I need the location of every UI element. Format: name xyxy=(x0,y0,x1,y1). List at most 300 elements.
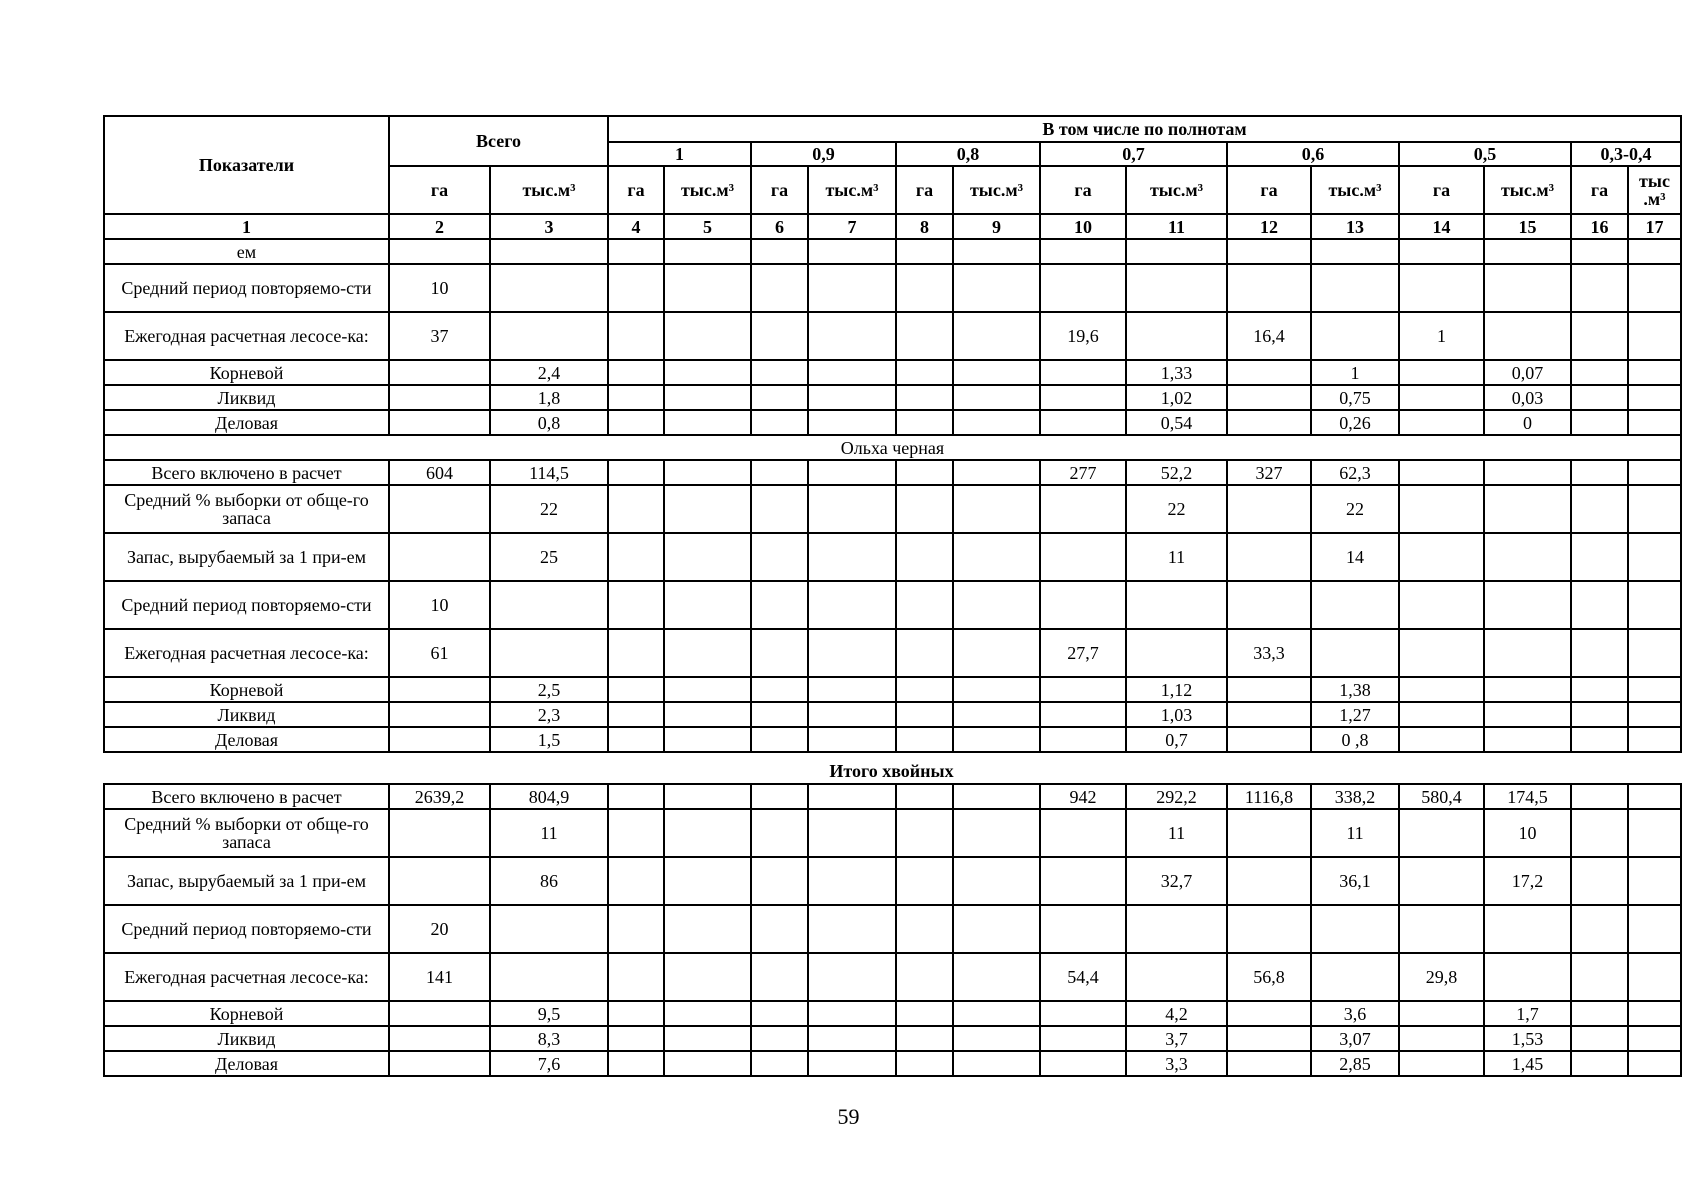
table-cell xyxy=(664,312,751,360)
table-cell: 604 xyxy=(389,460,490,485)
table-cell xyxy=(1311,629,1399,677)
table-cell xyxy=(751,809,808,857)
table-cell: 10 xyxy=(389,581,490,629)
table-cell xyxy=(751,677,808,702)
table-cell xyxy=(389,677,490,702)
column-number: 17 xyxy=(1628,214,1681,239)
table-cell xyxy=(1126,629,1227,677)
table-cell xyxy=(1040,581,1126,629)
table-cell xyxy=(953,581,1040,629)
table-cell xyxy=(664,360,751,385)
table-cell xyxy=(1227,677,1311,702)
table-cell: 2639,2 xyxy=(389,784,490,809)
table-cell xyxy=(1040,905,1126,953)
table-cell xyxy=(1571,264,1628,312)
row-label: Средний период повторяемо-сти xyxy=(104,581,389,629)
table-cell xyxy=(896,581,953,629)
table-cell xyxy=(389,1051,490,1076)
table-row xyxy=(104,1026,1681,1051)
table-cell xyxy=(389,1026,490,1051)
table-cell xyxy=(896,485,953,533)
table-cell xyxy=(664,905,751,953)
table-cell xyxy=(1227,727,1311,752)
table-cell xyxy=(1227,905,1311,953)
row-label: Ежегодная расчетная лесосе-ка: xyxy=(104,312,389,360)
table-cell: 1,8 xyxy=(490,385,608,410)
table-cell xyxy=(953,312,1040,360)
table-cell xyxy=(808,784,896,809)
table-cell xyxy=(896,264,953,312)
table-cell xyxy=(751,360,808,385)
table-cell xyxy=(1399,629,1484,677)
table-cell: 11 xyxy=(1311,809,1399,857)
table-cell xyxy=(808,460,896,485)
header-unit-volume: тыс.м³ xyxy=(490,166,608,214)
table-cell xyxy=(896,905,953,953)
table-cell xyxy=(1399,581,1484,629)
table-cell xyxy=(664,264,751,312)
table-cell xyxy=(1484,581,1571,629)
table-cell xyxy=(751,485,808,533)
table-cell xyxy=(1227,702,1311,727)
table-row xyxy=(104,312,1681,360)
table-cell xyxy=(751,727,808,752)
table-cell xyxy=(751,953,808,1001)
column-number: 10 xyxy=(1040,214,1126,239)
table-cell xyxy=(808,953,896,1001)
header-density: 0,3-0,4 xyxy=(1571,142,1681,166)
table-cell: 2,5 xyxy=(490,677,608,702)
table-cell xyxy=(751,1051,808,1076)
table-cell xyxy=(1484,312,1571,360)
table-cell xyxy=(1628,784,1681,809)
table-cell: 61 xyxy=(389,629,490,677)
table-cell xyxy=(1040,239,1126,264)
table-cell xyxy=(751,239,808,264)
table-cell: 1,12 xyxy=(1126,677,1227,702)
table-cell xyxy=(608,312,664,360)
table-cell: 1,02 xyxy=(1126,385,1227,410)
table-cell: 141 xyxy=(389,953,490,1001)
table-cell xyxy=(1040,677,1126,702)
table-cell: 56,8 xyxy=(1227,953,1311,1001)
table-cell xyxy=(953,857,1040,905)
table-cell xyxy=(664,629,751,677)
table-cell: 16,4 xyxy=(1227,312,1311,360)
table-cell xyxy=(664,702,751,727)
table-cell xyxy=(1040,857,1126,905)
table-cell xyxy=(1571,809,1628,857)
table-cell: 1 xyxy=(1311,360,1399,385)
table-cell xyxy=(896,312,953,360)
table-cell xyxy=(1628,460,1681,485)
header-density: 0,9 xyxy=(751,142,896,166)
row-label: Ежегодная расчетная лесосе-ка: xyxy=(104,629,389,677)
column-number: 11 xyxy=(1126,214,1227,239)
header-unit-ha: га xyxy=(1571,166,1628,214)
table-cell xyxy=(1571,953,1628,1001)
table-cell xyxy=(896,410,953,435)
header-unit-ha: га xyxy=(389,166,490,214)
column-number: 16 xyxy=(1571,214,1628,239)
column-number: 5 xyxy=(664,214,751,239)
table-cell xyxy=(896,702,953,727)
table-cell xyxy=(389,239,490,264)
table-cell xyxy=(1311,905,1399,953)
table-cell xyxy=(1399,264,1484,312)
table-cell xyxy=(1040,533,1126,581)
table-cell xyxy=(608,727,664,752)
table-row xyxy=(104,784,1681,809)
header-unit-ha: га xyxy=(896,166,953,214)
table-cell xyxy=(1399,385,1484,410)
table-cell xyxy=(808,360,896,385)
table-cell xyxy=(1227,1001,1311,1026)
table-cell xyxy=(608,629,664,677)
table-cell xyxy=(1484,239,1571,264)
table-cell: 2,4 xyxy=(490,360,608,385)
table-cell: 580,4 xyxy=(1399,784,1484,809)
table-cell xyxy=(1399,677,1484,702)
table-cell xyxy=(1399,809,1484,857)
table-cell xyxy=(1628,385,1681,410)
table-row xyxy=(104,1051,1681,1076)
row-label: Ликвид xyxy=(104,1026,389,1051)
table-cell xyxy=(664,727,751,752)
table-cell: 338,2 xyxy=(1311,784,1399,809)
table-cell xyxy=(608,239,664,264)
table-cell xyxy=(953,264,1040,312)
table-cell: 20 xyxy=(389,905,490,953)
table-cell xyxy=(751,385,808,410)
table-cell xyxy=(1126,905,1227,953)
table-cell xyxy=(808,312,896,360)
table-cell xyxy=(1126,264,1227,312)
table-cell xyxy=(1484,629,1571,677)
table-cell xyxy=(953,953,1040,1001)
section-title-conifers: Итого хвойных xyxy=(829,761,954,781)
table-cell: 0 ,8 xyxy=(1311,727,1399,752)
table-cell xyxy=(664,857,751,905)
table-cell xyxy=(1399,1001,1484,1026)
table-row xyxy=(104,629,1681,677)
table-body-conifers xyxy=(104,784,1681,1076)
table-cell xyxy=(608,1051,664,1076)
table-cell: 7,6 xyxy=(490,1051,608,1076)
table-cell xyxy=(1227,485,1311,533)
table-cell xyxy=(1571,784,1628,809)
table-cell xyxy=(1484,677,1571,702)
table-cell xyxy=(896,533,953,581)
table-cell: 1,7 xyxy=(1484,1001,1571,1026)
table-cell xyxy=(490,953,608,1001)
table-row xyxy=(104,953,1681,1001)
table-cell: 0,07 xyxy=(1484,360,1571,385)
table-cell xyxy=(1571,677,1628,702)
table-cell xyxy=(1571,581,1628,629)
table-cell xyxy=(1484,264,1571,312)
table-cell xyxy=(1227,533,1311,581)
row-label: Средний период повторяемо-сти xyxy=(104,264,389,312)
table-row xyxy=(104,809,1681,857)
table-cell xyxy=(808,581,896,629)
table-row xyxy=(104,727,1681,752)
table-cell: 3,7 xyxy=(1126,1026,1227,1051)
row-label: Запас, вырубаемый за 1 при-ем xyxy=(104,857,389,905)
table-cell xyxy=(896,727,953,752)
table-cell xyxy=(1484,533,1571,581)
table-cell: 0 xyxy=(1484,410,1571,435)
table-cell xyxy=(1227,1026,1311,1051)
table-cell xyxy=(664,581,751,629)
column-number: 1 xyxy=(104,214,389,239)
table-cell xyxy=(953,1001,1040,1026)
column-number: 3 xyxy=(490,214,608,239)
table-cell xyxy=(664,1051,751,1076)
table-cell xyxy=(953,239,1040,264)
column-number: 8 xyxy=(896,214,953,239)
table-cell xyxy=(896,953,953,1001)
section-row xyxy=(104,435,1681,460)
table-cell xyxy=(608,953,664,1001)
table-row xyxy=(104,239,1681,264)
table-cell xyxy=(1227,1051,1311,1076)
row-label: Запас, вырубаемый за 1 при-ем xyxy=(104,533,389,581)
allowable-cut-table-top xyxy=(103,115,1682,753)
table-cell xyxy=(1227,360,1311,385)
table-cell xyxy=(1484,485,1571,533)
header-density: 0,8 xyxy=(896,142,1040,166)
row-label: Всего включено в расчет xyxy=(104,784,389,809)
table-cell: 22 xyxy=(1311,485,1399,533)
table-cell xyxy=(1227,264,1311,312)
table-cell xyxy=(1227,410,1311,435)
header-unit-volume: тыс.м³ xyxy=(953,166,1040,214)
table-cell: 14 xyxy=(1311,533,1399,581)
table-row xyxy=(104,581,1681,629)
table-cell xyxy=(664,533,751,581)
table-cell xyxy=(751,1001,808,1026)
table-cell xyxy=(1227,809,1311,857)
table-cell xyxy=(953,360,1040,385)
table-cell xyxy=(389,857,490,905)
row-label: Средний период повторяемо-сти xyxy=(104,905,389,953)
table-cell xyxy=(1628,1051,1681,1076)
header-density: 1 xyxy=(608,142,751,166)
table-cell xyxy=(953,385,1040,410)
table-cell: 17,2 xyxy=(1484,857,1571,905)
table-cell xyxy=(808,677,896,702)
header-unit-volume: тыс.м³ xyxy=(664,166,751,214)
table-cell xyxy=(896,239,953,264)
table-cell xyxy=(1399,485,1484,533)
row-label: Деловая xyxy=(104,727,389,752)
table-cell: 2,3 xyxy=(490,702,608,727)
table-cell: 1,5 xyxy=(490,727,608,752)
table-cell: 942 xyxy=(1040,784,1126,809)
table-cell xyxy=(1571,312,1628,360)
table-cell xyxy=(664,677,751,702)
table-cell: 277 xyxy=(1040,460,1126,485)
header-unit-ha: га xyxy=(608,166,664,214)
column-number: 9 xyxy=(953,214,1040,239)
table-cell xyxy=(389,809,490,857)
table-cell xyxy=(1571,360,1628,385)
row-label: Корневой xyxy=(104,677,389,702)
table-cell xyxy=(896,360,953,385)
table-cell: 0,8 xyxy=(490,410,608,435)
table-cell xyxy=(1571,905,1628,953)
row-label: Ликвид xyxy=(104,385,389,410)
table-cell: 1,27 xyxy=(1311,702,1399,727)
table-cell xyxy=(896,784,953,809)
table-cell xyxy=(751,905,808,953)
table-cell: 3,3 xyxy=(1126,1051,1227,1076)
table-cell: 11 xyxy=(1126,809,1227,857)
column-number: 6 xyxy=(751,214,808,239)
table-cell: 327 xyxy=(1227,460,1311,485)
table-cell xyxy=(1484,460,1571,485)
table-cell xyxy=(608,264,664,312)
table-cell xyxy=(1399,460,1484,485)
table-cell xyxy=(808,410,896,435)
header-density: 0,5 xyxy=(1399,142,1571,166)
table-cell xyxy=(1040,360,1126,385)
table-cell xyxy=(1311,953,1399,1001)
table-cell xyxy=(389,410,490,435)
table-cell xyxy=(1399,360,1484,385)
header-by-density: В том числе по полнотам xyxy=(608,116,1681,142)
table-cell xyxy=(1040,1026,1126,1051)
table-cell xyxy=(608,1026,664,1051)
header-unit-ha: га xyxy=(1399,166,1484,214)
table-cell xyxy=(1571,460,1628,485)
table-cell xyxy=(1628,702,1681,727)
row-label: Корневой xyxy=(104,1001,389,1026)
table-cell xyxy=(1399,1026,1484,1051)
table-cell: 1 xyxy=(1399,312,1484,360)
table-cell xyxy=(389,1001,490,1026)
table-cell: 86 xyxy=(490,857,608,905)
header-unit-ha: га xyxy=(751,166,808,214)
table-row xyxy=(104,264,1681,312)
table-cell xyxy=(1571,727,1628,752)
table-cell xyxy=(608,460,664,485)
table-cell xyxy=(953,410,1040,435)
header-indicator: Показатели xyxy=(104,116,389,214)
table-cell xyxy=(664,1001,751,1026)
table-cell xyxy=(953,1051,1040,1076)
table-cell xyxy=(953,1026,1040,1051)
table-cell: 3,07 xyxy=(1311,1026,1399,1051)
row-label: Средний % выборки от обще-го запаса xyxy=(104,809,389,857)
table-cell xyxy=(751,629,808,677)
table-cell xyxy=(664,385,751,410)
table-cell xyxy=(751,312,808,360)
header-unit-volume: тыс.м³ xyxy=(1126,166,1227,214)
table-row xyxy=(104,485,1681,533)
table-cell: 0,7 xyxy=(1126,727,1227,752)
table-cell xyxy=(608,360,664,385)
table-row xyxy=(104,1001,1681,1026)
table-row xyxy=(104,460,1681,485)
table-row xyxy=(104,385,1681,410)
table-row xyxy=(104,410,1681,435)
table-cell xyxy=(1311,239,1399,264)
table-cell: 1,45 xyxy=(1484,1051,1571,1076)
table-cell xyxy=(1126,581,1227,629)
table-cell xyxy=(1399,533,1484,581)
table-cell xyxy=(1571,629,1628,677)
table-cell xyxy=(808,809,896,857)
table-row xyxy=(104,857,1681,905)
column-number: 4 xyxy=(608,214,664,239)
table-cell xyxy=(808,727,896,752)
column-number: 2 xyxy=(389,214,490,239)
table-cell xyxy=(1040,485,1126,533)
table-body-top xyxy=(104,239,1681,752)
table-cell xyxy=(389,702,490,727)
header-unit-volume: тыс.м³ xyxy=(1484,166,1571,214)
table-cell: 22 xyxy=(1126,485,1227,533)
table-cell: 8,3 xyxy=(490,1026,608,1051)
table-cell xyxy=(608,385,664,410)
table-cell xyxy=(1126,953,1227,1001)
table-cell: 37 xyxy=(389,312,490,360)
table-cell: 54,4 xyxy=(1040,953,1126,1001)
table-cell xyxy=(608,485,664,533)
table-cell xyxy=(1399,702,1484,727)
table-cell xyxy=(1571,702,1628,727)
table-cell xyxy=(664,460,751,485)
table-cell xyxy=(490,629,608,677)
table-cell xyxy=(953,460,1040,485)
table-cell xyxy=(490,239,608,264)
section-title-alder: Ольха черная xyxy=(104,435,1681,460)
table-cell xyxy=(751,533,808,581)
table-cell: 1116,8 xyxy=(1227,784,1311,809)
table-cell: 1,53 xyxy=(1484,1026,1571,1051)
table-cell xyxy=(1628,1026,1681,1051)
table-cell xyxy=(751,857,808,905)
table-cell xyxy=(608,857,664,905)
table-cell: 27,7 xyxy=(1040,629,1126,677)
table-cell: 52,2 xyxy=(1126,460,1227,485)
header-density: 0,7 xyxy=(1040,142,1227,166)
table-cell xyxy=(1311,581,1399,629)
column-number-row xyxy=(104,214,1681,239)
table-cell: 19,6 xyxy=(1040,312,1126,360)
table-cell xyxy=(808,1051,896,1076)
table-cell xyxy=(1571,1051,1628,1076)
table-cell: 174,5 xyxy=(1484,784,1571,809)
table-row xyxy=(104,905,1681,953)
table-cell xyxy=(664,1026,751,1051)
table-cell xyxy=(1040,1051,1126,1076)
table-cell xyxy=(808,385,896,410)
header-unit-volume-last: тыс .м³ xyxy=(1628,166,1681,214)
table-cell xyxy=(1040,1001,1126,1026)
table-cell xyxy=(896,809,953,857)
table-cell xyxy=(608,533,664,581)
table-cell: 9,5 xyxy=(490,1001,608,1026)
table-cell xyxy=(389,727,490,752)
table-cell xyxy=(1227,385,1311,410)
table-cell: 11 xyxy=(1126,533,1227,581)
table-cell xyxy=(751,460,808,485)
table-cell xyxy=(808,702,896,727)
table-cell xyxy=(751,581,808,629)
